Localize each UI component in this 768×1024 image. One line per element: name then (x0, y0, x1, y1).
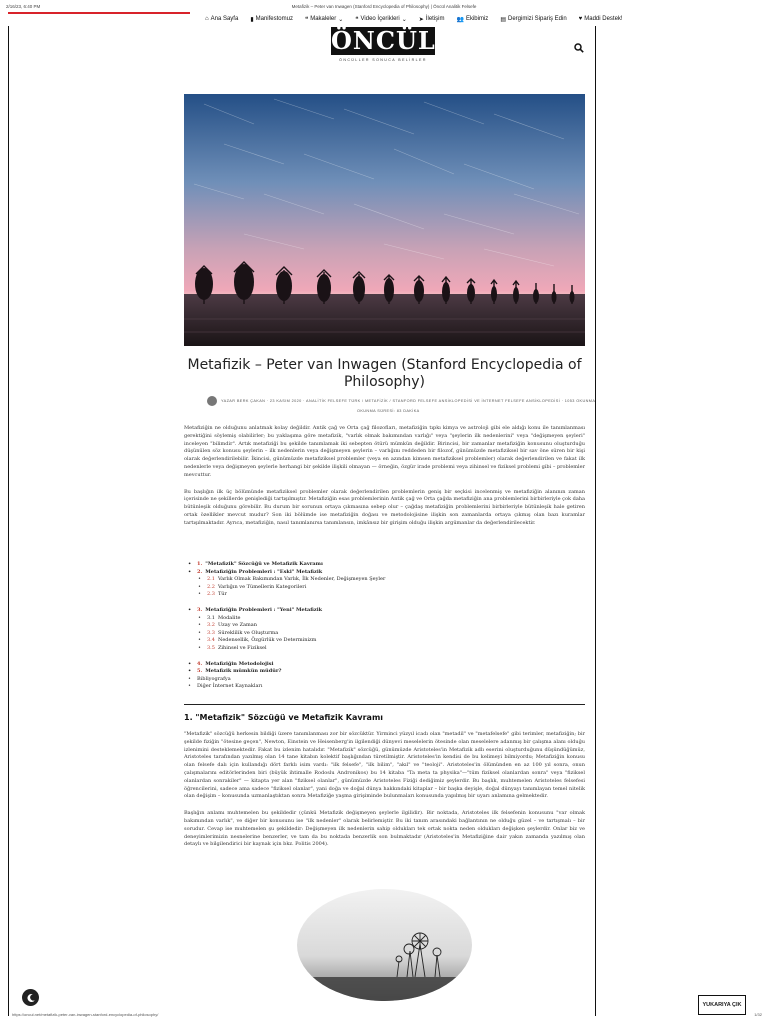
back-to-top-button[interactable]: YUKARIYA ÇIK (698, 995, 746, 1015)
toc-subitem[interactable]: • 2.1 Varlık Olmak Bakımından Varlık, İlk Nedenler, Değişmeyen Şeyler (198, 576, 386, 583)
section-paragraph: Başlığın anlamı muhtemelen bu şekildedir (çünkü Metafizik değişmeyen şeylerle ilgilidir). Bir noktada, Aristoteles ilk felsefenin konusunu "var olmak bakımından varlık", ve diğer bir konusunu ise "ilk nedenler" olarak belirlemiştir. Bu iki tanım arasındaki bağlantının ne olduğu güzel – ve tartışmalı – bir sorudur. Cevap ise muhtemelen şu şekildedir: Değişmeyen ilk nedenlerin sahip oldukları tek ortak nokta neden oldukları değişken şeylerdir. Onlar biz ve deneyimlerimizin nesnelerine benzerler, ve tam da bu noktada benzerlik son bulmaktadır (Aristoteles'in Metafiziğine dair yakın zamanda yazılmış olan detaylı ve bilgilendirici bir kaynak için bkz. Politis 2004). (184, 810, 585, 848)
toc-subitem[interactable]: • 3.2 Uzay ve Zaman (198, 622, 257, 629)
content-frame-right (595, 26, 596, 1016)
print-page-number: 1/32 (754, 1012, 762, 1017)
content-frame-left (8, 26, 9, 1016)
toc-item[interactable]: • 2. Metafiziğin Problemleri : "Eski" Metafizik (188, 568, 323, 575)
moon-icon (26, 993, 36, 1003)
book-icon: ▤ (500, 16, 506, 23)
toc-subitem[interactable]: • 3.4 Nedensellik, Özgürlük ve Determinizm (198, 637, 317, 644)
quote-icon: ❝ (355, 16, 359, 23)
print-title: Metafizik – Peter van Inwagen (Stanford Encyclopedia of Philosophy) | Öncül Analitik Felsefe (291, 4, 477, 9)
print-url: https://oncul.net/metafizik-peter-van-inwagen-stanford-encyclopedia-of-philosophy/ (12, 1012, 159, 1017)
toc-item[interactable]: • 1. "Metafizik" Sözcüğü ve Metafizik Kavramı (188, 561, 323, 567)
nav-label: Makaleler (310, 16, 337, 22)
article-title: Metafizik – Peter van Inwagen (Stanford Encyclopedia of Philosophy) (187, 357, 582, 390)
accent-bar (8, 12, 190, 14)
section-paragraph: "Metafizik" sözcüğü herkesin bildiği üzere tanımlanması zor bir sözcüktür. Yirminci yüzyıl icadı olan "metadil" ve "metafelsefe" gibi terimler, metafiziğin; bir şekilde fiziğin "ötesine geçen", Newton, Einstein ve Heisenberg'in ilgilendiği dünyevi meselelerin ötesinde olan meselelere adanmış bir çalışma alanı olduğu izlenimini desteklemektedir. Fakat bu izlenim hatalıdır. "Metafizik" sözcüğü, günümüzde Aristoteles'in Metafizik adlı eserini oluşturduğunu düşündüğümüz, Aristoteles tarafından yazılmış olan 14 tane kitabın kolektif başlığından türetilmiştir. Aristoteles'in kendisi de bu kelimeyi bilmiyordu; Metafiziğin konusu olan felsefe dalı için kullandığı dört farklı isim vardı: "ilk felsefe", "ilk bilim", "akıl" ve "teoloji". Aristoteles'in ölümünden en az 100 yıl sonra, onun çalışmalarını editörlerinden biri (büyük ihtimalle Rodoslu Andronikos) bu 14 kitaba "Ta meta ta physika"—"tüm fiziksel olanlardan sonra" veya "fiziksel olanlardan sonrakiler" — kitapta yer alan "fiziksel olanlar", günümüzde Aristoteles Fiziği dediğimiz şeylerdir. Bu başlık, muhtemelen Aristoteles felsefesi öğrencilerini, sadece ama sadece "fiziksel olanlar", yani doğa ve doğal dünya hakkındaki kitaplar – bir başka deyişle, doğal dünyayı tanımlayan temel nitelik olan değişim – konusunda uzmanlaştıktan sonra Metafiziğe yaşma girişiminde bulunmaları konusunda yapılmış bir uyarı anlamına gelmektedir. (184, 731, 585, 800)
nav-item-team[interactable] (456, 16, 488, 23)
chevron-down-icon: ⌄ (401, 16, 407, 23)
table-of-contents (188, 561, 488, 691)
print-footer (6, 1012, 762, 1020)
hero-image (184, 94, 585, 346)
nav-item-contact[interactable] (419, 16, 445, 23)
nav-item-donate[interactable] (579, 16, 623, 22)
intro-paragraph: Bu başlığın ilk üç bölümünde metafiziksel problemler olarak değerlendirilen problemlerin geniş bir seçkisi incelenmiş ve metafiziğin alanının zaman içerisinde ne şekillerde genişlediği tartışılmıştır. Metafiziğin esas problemlerinin Antik çağ ve Orta çağda metafiziğin ana problemlerini birbirleriyle çok daha bütünleşik olduğunu görebilir. Bu durum bir sorunun ortaya çıkmasına sebep olur – çağdaş metafiziğin problemlerini birbirleriyle bütünleşik hale getiren ortak özellikler mevcut mudur? Son iki bölümde ise metafiziğin doğası ve metodolojisine ilişkin son zamanlarda ortaya çıkmış olan bazı kuramlar tartışılmaktadır. Ayrıca, metafiziğin, nasıl tanımlanırsa tanımlansın, imkânsız bir girişim olduğu ilişkin argümanlar da değerlendirilecektir. (184, 488, 585, 526)
team-icon: 👥 (456, 16, 464, 23)
print-date: 2/16/23, 6:40 PM (6, 4, 41, 9)
quote-icon: ❝ (304, 16, 309, 23)
nav-item-home[interactable] (205, 16, 238, 22)
chevron-down-icon: ⌄ (338, 16, 344, 23)
nav-item-videos[interactable] (355, 16, 407, 23)
nav-item-order[interactable] (500, 16, 566, 23)
reading-time: OKUNMA SÜRESİ: 83 DAKİKA (357, 409, 420, 413)
avatar[interactable] (207, 396, 217, 406)
home-icon: ⌂ (205, 16, 209, 22)
toc-item[interactable]: • 3. Metafiziğin Problemleri : "Yeni" Metafizik (188, 606, 323, 613)
nav-label: Ekibimiz (465, 16, 489, 22)
nav-label: Ana Sayfa (210, 16, 239, 22)
site-logo[interactable] (331, 27, 435, 62)
send-icon: ➤ (418, 16, 424, 23)
nav-item-manifesto[interactable] (250, 16, 293, 23)
donate-icon: ♥ (578, 16, 583, 22)
divider (184, 704, 585, 705)
nav-label: Manifestomuz (255, 16, 293, 22)
nav-item-articles[interactable] (305, 16, 343, 23)
toc-subitem[interactable]: • 3.3 Süreklilik ve Oluşturma (198, 629, 279, 636)
print-header (6, 4, 762, 12)
logo-tagline: ÖNCÜLLER SONUCA BELİRLER (339, 58, 427, 62)
article-intro (184, 425, 585, 537)
toc-subitem[interactable]: • 2.2 Varlığın ve Tümellerin Kategorileri (198, 583, 307, 590)
section-heading: 1. "Metafizik" Sözcüğü ve Metafizik Kavramı (184, 713, 384, 722)
nav-label: Maddi Destek! (584, 16, 623, 22)
toc-item[interactable]: • 4. Metafiziğin Metodolojisi (188, 660, 274, 667)
toc-subitem[interactable]: • 3.5 Zihinsel ve Fiziksel (198, 644, 267, 651)
nav-label: Video İçerikleri (360, 16, 400, 22)
nav-label: İletişim (425, 16, 445, 22)
meta-line: YAZAR BERK ÇAKAN · 23 KASIM 2020 · ANALİTİK FELSEFE TÜRK / METAFİZİK / STANFORD FELSEFE ANSİKLOPEDİSİ VE İNTERNET FELSEFE ANSİKLOPEDİSİ · 1053 OKUNMA (221, 399, 596, 403)
main-nav (205, 13, 623, 25)
nav-label: Dergimizi Sipariş Edin (507, 16, 567, 22)
toc-subitem[interactable]: • 2.3 Tür (198, 591, 227, 598)
bookmark-icon: ▮ (250, 16, 254, 23)
toc-item[interactable]: • Diğer İnternet Kaynakları (188, 683, 263, 690)
windmill-image (297, 889, 472, 1001)
logo-wordmark: ÖNCÜL (331, 26, 436, 55)
dark-mode-toggle[interactable] (22, 989, 39, 1006)
section-body (184, 731, 585, 858)
toc-item[interactable]: • Bibliyografya (188, 675, 231, 682)
search-icon[interactable] (574, 38, 584, 48)
intro-paragraph: Metafiziğin ne olduğunu anlatmak kolay değildir. Antik çağ ve Orta çağ filozofları, metafiziğin tıpkı kimya ve astroloji gibi ele aldığı konu ile tanımlanması gerektiğini söylemiş olabilirler; bu yaklaşıma göre metafizik, "varlık olmak bakımından varlığı" veya "şeylerin ilk nedenlerini" veya "değişmeyen şeyleri" inceleyen "bilimdir". Artık metafiziği bu şekilde tanımlamak iki sebepten ötürü mümkün değildir. Birincisi, bir zamanlar metafiziğin konusunu oluşturduğu düşünülen söz konusu şeylerin – ilk nedenlerin veya değişmeyen şeylerin – varlığını reddeden bir filozof, günümüzde metafiziksel bir sav öne süren bir kişi olarak değerlendirilebilir. İkincisi, günümüzde metafiziksel problemler (veya en azından kimsen metafiziksel problemler) olarak değerlendirilen ve fakat ilk nedenlerle veya değişmeyen şeylerle herhangi bir şekilde ilişkili olmayan — örneğin, özgür irade problemi veya zihinsel ve fiziksel problemi gibi – problemler mevcuttur. (184, 425, 585, 478)
toc-subitem[interactable]: • 3.1 Modalite (198, 614, 241, 621)
toc-item[interactable]: • 5. Metafizik mümkün müdür? (188, 668, 282, 675)
